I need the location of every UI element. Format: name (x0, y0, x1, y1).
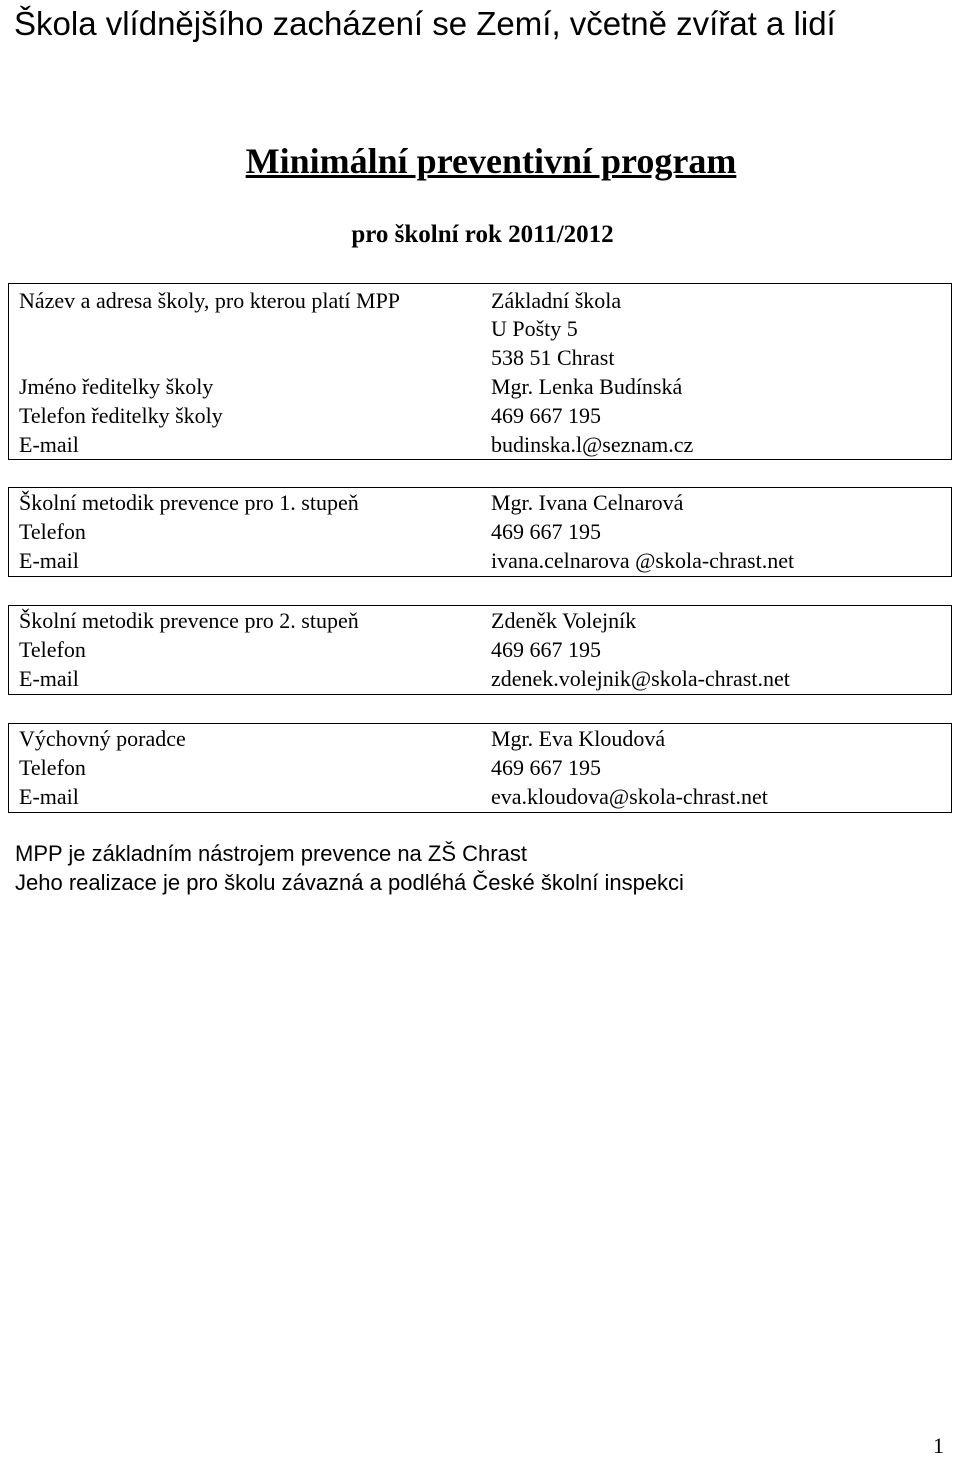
school-info-box (8, 283, 952, 460)
metodik-2-phone-label: Telefon (19, 637, 86, 662)
footer-line-2: Jeho realizace je pro školu závazná a podléhá České školní inspekci (15, 870, 684, 895)
poradce-phone-label: Telefon (19, 755, 86, 780)
director-email-label: E-mail (19, 432, 79, 457)
document-subtitle: pro školní rok 2011/2012 (351, 221, 614, 248)
metodik-2-name-label: Školní metodik prevence pro 2. stupeň (19, 608, 359, 633)
metodik-1-email-value: ivana.celnarova @skola-chrast.net (491, 548, 795, 573)
director-name-value: Mgr. Lenka Budínská (491, 374, 683, 399)
poradce-phone-row (9, 753, 951, 783)
school-name-value: Základní škola (491, 288, 622, 313)
poradce-name-label: Výchovný poradce (19, 726, 186, 751)
director-email-value: budinska.l@seznam.cz (491, 432, 694, 457)
footer-note (15, 839, 684, 897)
metodik-2-phone-value: 469 667 195 (491, 637, 601, 662)
page-number: 1 (933, 1433, 944, 1458)
director-name-label: Jméno ředitelky školy (19, 374, 214, 399)
poradce-box (8, 723, 952, 813)
metodik-1-name-row (9, 488, 951, 518)
school-street-value: U Pošty 5 (491, 316, 578, 341)
metodik-1-phone-label: Telefon (19, 519, 86, 544)
metodik-1-box (8, 487, 952, 577)
metodik-1-email-row (9, 546, 951, 576)
metodik-2-email-label: E-mail (19, 666, 79, 691)
poradce-email-value: eva.kloudova@skola-chrast.net (491, 784, 768, 809)
school-name-label: Název a adresa školy, pro kterou platí MPP (19, 288, 401, 313)
document-title: Minimální preventivní program (245, 141, 737, 181)
metodik-2-phone-row (9, 635, 951, 665)
school-street-row (9, 314, 951, 344)
metodik-1-phone-value: 469 667 195 (491, 519, 601, 544)
school-city-row (9, 343, 951, 373)
director-phone-value: 469 667 195 (491, 403, 601, 428)
school-city-value: 538 51 Chrast (491, 345, 615, 370)
metodik-1-phone-row (9, 517, 951, 547)
director-phone-label: Telefon ředitelky školy (19, 403, 223, 428)
metodik-1-name-value: Mgr. Ivana Celnarová (491, 490, 684, 515)
footer-line-1: MPP je základním nástrojem prevence na ZŠ Chrast (15, 841, 527, 866)
poradce-phone-value: 469 667 195 (491, 755, 601, 780)
director-name-row (9, 372, 951, 402)
page-header: Škola vlídnějšího zacházení se Zemí, včetně zvířat a lidí (14, 5, 836, 42)
poradce-email-label: E-mail (19, 784, 79, 809)
metodik-1-name-label: Školní metodik prevence pro 1. stupeň (19, 490, 359, 515)
metodik-2-box (8, 605, 952, 695)
metodik-2-email-value: zdenek.volejnik@skola-chrast.net (491, 666, 790, 691)
metodik-2-email-row (9, 664, 951, 694)
metodik-2-name-value: Zdeněk Volejník (491, 608, 637, 633)
poradce-name-row (9, 724, 951, 754)
director-phone-row (9, 401, 951, 431)
school-name-row (9, 286, 951, 316)
metodik-2-name-row (9, 606, 951, 636)
poradce-email-row (9, 782, 951, 812)
director-email-row (9, 430, 951, 460)
metodik-1-email-label: E-mail (19, 548, 79, 573)
poradce-name-value: Mgr. Eva Kloudová (491, 726, 666, 751)
